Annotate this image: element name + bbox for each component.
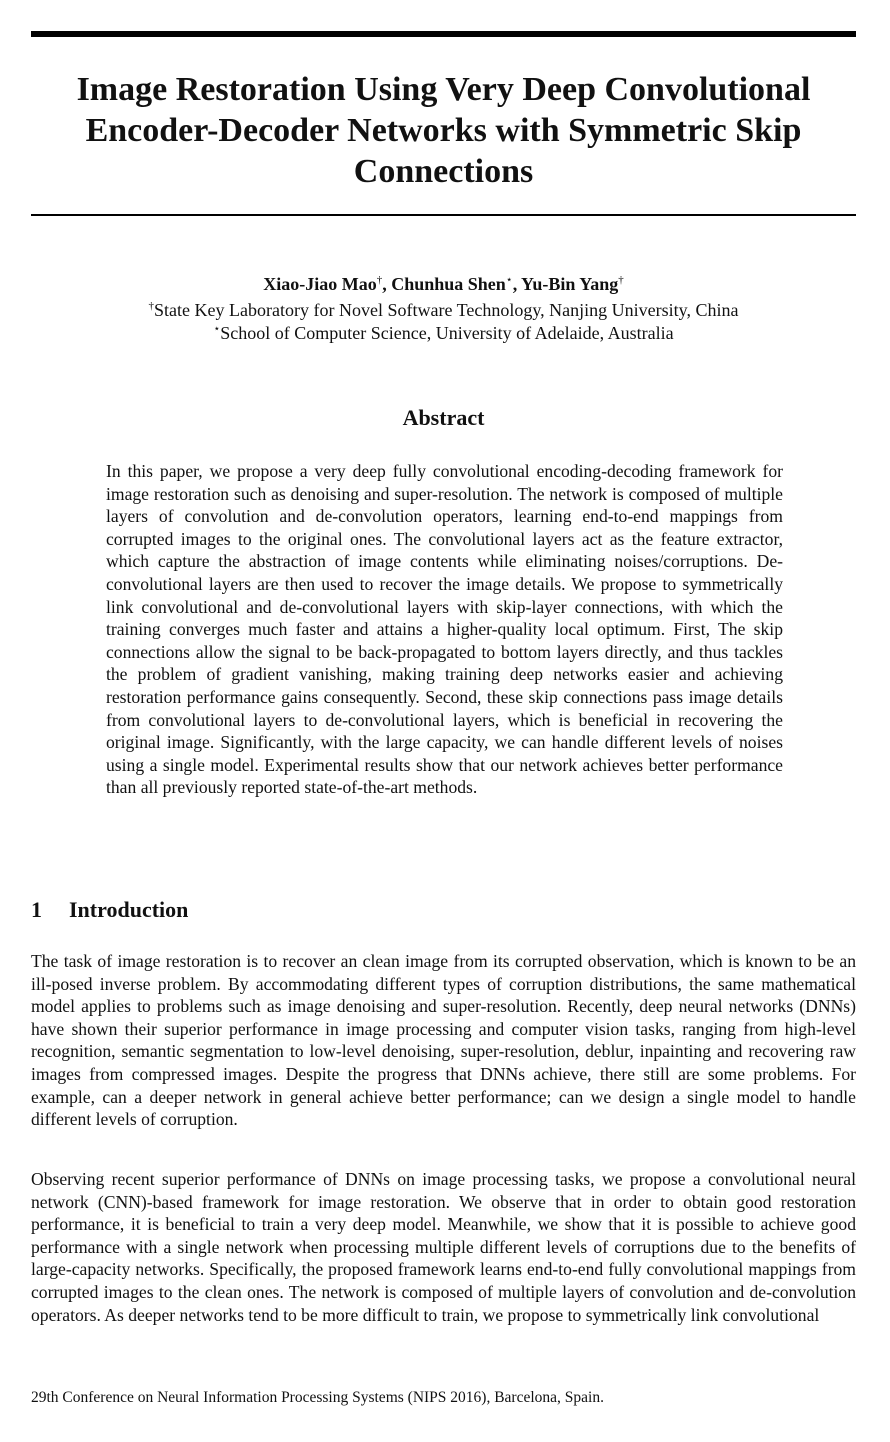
section-number: 1 bbox=[31, 897, 42, 922]
affiliation-mark: ⋆ bbox=[213, 323, 221, 335]
section-heading bbox=[31, 896, 188, 924]
section-title: Introduction bbox=[69, 897, 189, 922]
affiliation-text: State Key Laboratory for Novel Software Technology, Nanjing University, China bbox=[154, 300, 739, 320]
affiliation-text: School of Computer Science, University of Adelaide, Australia bbox=[220, 323, 674, 343]
author-name: Xiao-Jiao Mao bbox=[263, 274, 377, 294]
author-mark: ⋆ bbox=[505, 274, 513, 286]
top-rule bbox=[31, 31, 856, 37]
author-list: Xiao-Jiao Mao†, Chunhua Shen⋆, Yu-Bin Yang† bbox=[263, 274, 624, 294]
author-name: Yu-Bin Yang bbox=[521, 274, 619, 294]
author-name: Chunhua Shen bbox=[391, 274, 506, 294]
intro-paragraph: The task of image restoration is to recover an clean image from its corrupted observation, which is known to be an ill-posed inverse problem. By accommodating different types of corruption distributions, the same mathematical model applies to problems such as image denoising and super-resolution. Recently, deep neural networks (DNNs) have shown their superior performance in image processing and computer vision tasks, ranging from high-level recognition, semantic segmentation to low-level denoising, super-resolution, deblur, inpainting and recovering raw images from compressed images. Despite the progress that DNNs achieve, there still are some problems. For example, can a deeper network in general achieve better performance; can we design a single model to handle different levels of corruption. bbox=[31, 951, 856, 1130]
abstract-heading: Abstract bbox=[402, 405, 485, 430]
author-mark: † bbox=[618, 274, 624, 286]
intro-paragraph: Observing recent superior performance of DNNs on image processing tasks, we propose a convolutional neural network (CNN)-based framework for image restoration. We observe that in order to obtain good restoration performance, it is beneficial to train a very deep model. Meanwhile, we show that it is possible to achieve good performance with a single network when processing multiple different levels of corruptions due to the benefits of large-capacity networks. Specifically, the proposed framework learns end-to-end fully convolutional mappings from corrupted images to the clean ones. The network is composed of multiple layers of convolution and de-convolution operators. As deeper networks tend to be more difficult to train, we propose to symmetrically link convolutional bbox=[31, 1169, 856, 1325]
affiliation-nanjing bbox=[31, 299, 856, 321]
author-mark: † bbox=[376, 274, 383, 286]
affiliation-mark: † bbox=[148, 300, 155, 312]
conference-footer: 29th Conference on Neural Information Processing Systems (NIPS 2016), Barcelona, Spain. bbox=[31, 1389, 604, 1406]
affiliation-adelaide bbox=[31, 322, 856, 344]
title-rule bbox=[31, 214, 856, 216]
abstract-text: In this paper, we propose a very deep fully convolutional encoding-decoding framework for image restoration such as denoising and super-resolution. The network is composed of multiple layers of convolution and de-convolution operators, learning end-to-end mappings from corrupted images to the original ones. The convolutional layers act as the feature extractor, which capture the abstraction of image contents while eliminating noises/corruptions. De-convolutional layers are then used to recover the image details. We propose to symmetrically link convolutional and de-convolutional layers with skip-layer connections, with which the training converges much faster and attains a higher-quality local optimum. First, The skip connections allow the signal to be back-propagated to bottom layers directly, and thus tackles the problem of gradient vanishing, making training deep networks easier and achieving restoration performance gains consequently. Second, these skip connections pass image details from convolutional layers to de-convolutional layers, which is beneficial in recovering the original image. Significantly, with the large capacity, we can handle different levels of noises using a single model. Experimental results show that our network achieves better performance than all previously reported state-of-the-art methods. bbox=[106, 461, 783, 798]
paper-title: Image Restoration Using Very Deep Convolutional Encoder-Decoder Networks with Symmetric Skip Connections bbox=[76, 71, 811, 190]
